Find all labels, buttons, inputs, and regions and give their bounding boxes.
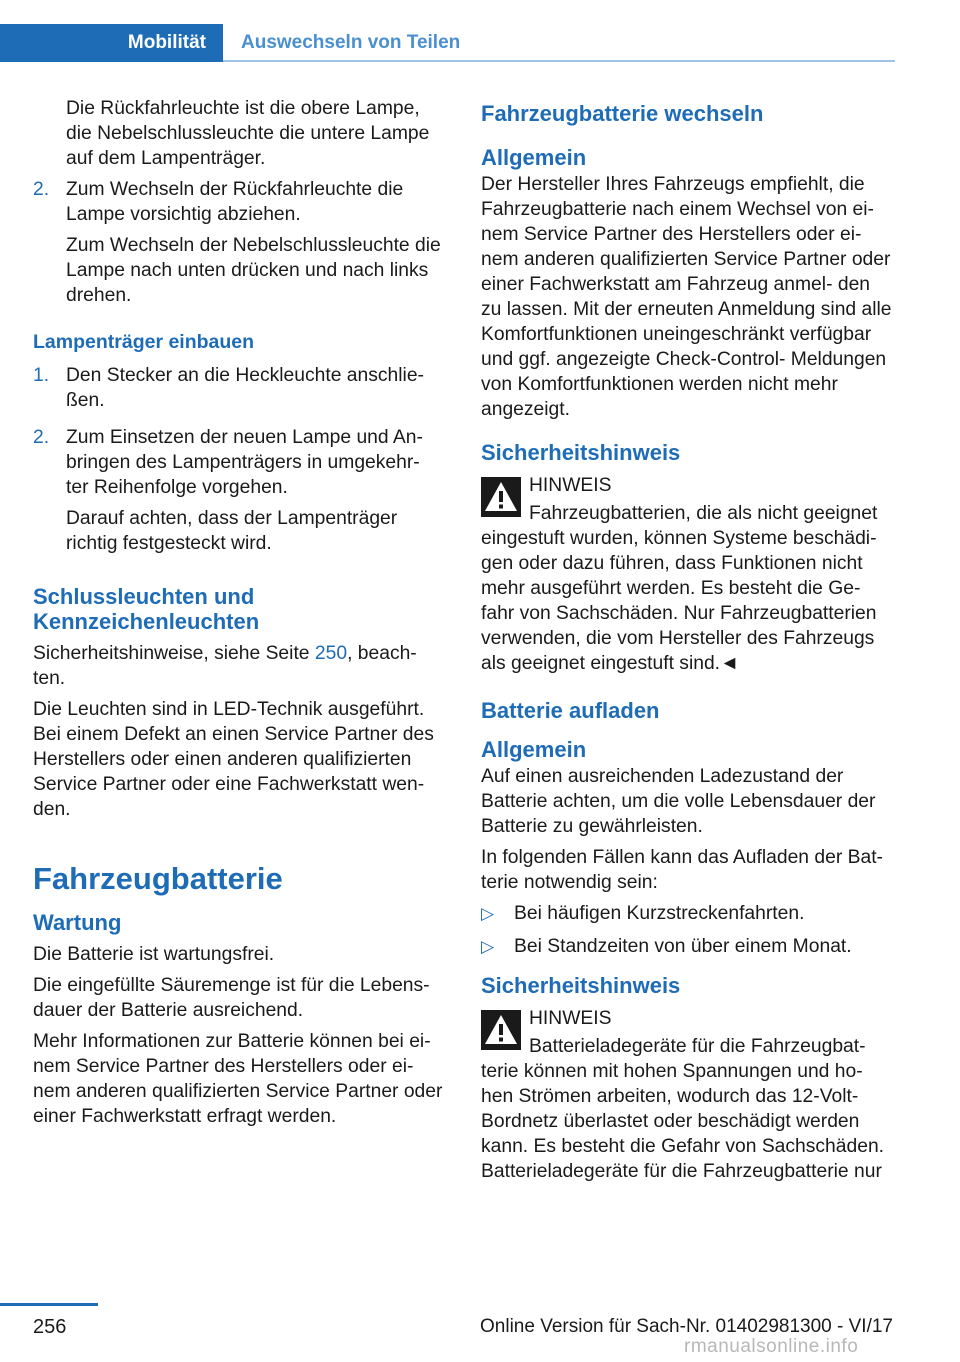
warning-notice-2 (481, 1006, 895, 1184)
step-number: 1. (33, 365, 50, 386)
install-step-1 (33, 363, 447, 419)
step-text: Zum Wechseln der Rückfahrleuchte die Lampe vorsichtig abziehen. (66, 179, 404, 225)
step-2 (33, 177, 447, 314)
lamp-install-heading: Lampenträger einbauen (33, 331, 255, 353)
battery-heading: Fahrzeugbatterie (33, 861, 283, 896)
safety-heading-2: Sicherheitshinweis (481, 973, 681, 998)
maintenance-text-2: Die eingefüllte Säuremenge ist für die Lebens‐ dauer der Batterie ausreichend. (33, 975, 430, 1021)
page-number: 256 (33, 1316, 67, 1338)
left-column (33, 96, 447, 1135)
right-column (481, 96, 895, 1190)
bullet-triangle-icon: ▷ (481, 904, 495, 923)
bullet-triangle-icon: ▷ (481, 937, 495, 956)
led-text: Die Leuchten sind in LED-Technik ausgeführt. Bei einem Defekt an einen Service Partner des Herstellers oder einen anderen qualifizierten Service Partner oder eine Fachwerkstatt wen‐ den. (33, 699, 434, 820)
intro-text: Die Rückfahrleuchte ist die obere Lampe, die Nebelschlussleuchte die untere Lampe auf dem Lampenträger. (66, 98, 430, 169)
list-item (481, 901, 895, 926)
maintenance-text-3: Mehr Informationen zur Batterie können bei ei‐ nem Service Partner des Herstellers oder ei‐ nem anderen qualifizierten Service Partner oder einer Fachwerkstatt erfragt werden. (33, 1031, 443, 1127)
warning-text: Fahrzeugbatterien, die als nicht geeignet eingestuft wurden, können Systeme beschädi‐ gen oder dazu führen, dass Funktionen nicht mehr ausgeführt werden. Es besteht die Ge‐ fahr von Sachschäden. Nur Fahrzeugbatterien verwenden, die vom Hersteller des Fahrzeugs als geeignet eingestuft sind.◄ (481, 503, 878, 674)
watermark: rmanualsonline.info (684, 1336, 859, 1357)
maintenance-heading: Wartung (33, 910, 122, 935)
warning-text: Batterieladegeräte für die Fahrzeugbat‐ terie können mit hohen Spannungen und ho‐ hen Strömen arbeiten, wodurch das 12-Volt- Bordnetz überlastet oder beschädigt werden kann. Es besteht die Gefahr von Sachschäden. Batterieladegeräte für die Fahrzeugbatterie nur (481, 1036, 885, 1182)
list-item-text: Bei häufigen Kurzstreckenfahrten. (514, 903, 805, 924)
tab-mobilitaet[interactable]: Mobilität (0, 24, 223, 62)
safety-heading: Sicherheitshinweis (481, 440, 681, 465)
step-number: 2. (33, 179, 50, 200)
maintenance-text-1: Die Batterie ist wartungsfrei. (33, 944, 275, 965)
online-version-text: Online Version für Sach-Nr. 01402981300 - VI/17 (480, 1316, 893, 1337)
general-text: Der Hersteller Ihres Fahrzeugs empfiehlt, die Fahrzeugbatterie nach einem Wechsel von ei‐ nem Service Partner des Herstellers oder ei‐ nem anderen qualifizierten Service Partner oder einer Fachwerkstatt am Fahrzeug anmel‐ den zu lassen. Mit der erneuten Anmeldung sind alle Komfortfunktionen uneingeschränkt verfügbar und ggf. angezeigte Check-Control- Meldungen von Komfortfunktionen werden nicht mehr angezeigt. (481, 174, 892, 420)
tail-lights-heading: Schlussleuchten und Kennzeichenleuchten (33, 584, 260, 634)
safety-reference: Sicherheitshinweise, siehe Seite 250, beach‐ ten. (33, 643, 417, 689)
warning-label: HINWEIS (529, 1008, 612, 1029)
warning-label: HINWEIS (529, 475, 612, 496)
install-step-2 (33, 425, 447, 562)
step-text: Zum Einsetzen der neuen Lampe und An‐ bringen des Lampenträgers in umgekehr‐ ter Reihenfolge vorgehen. (66, 427, 423, 498)
step-text: Den Stecker an die Heckleuchte anschlie‐ ßen. (66, 365, 424, 411)
general-heading-2: Allgemein (481, 737, 587, 762)
warning-triangle-icon (481, 1010, 529, 1054)
list-item-text: Bei Standzeiten von über einem Monat. (514, 936, 852, 957)
warning-triangle-icon (481, 477, 529, 521)
step-number: 2. (33, 427, 50, 448)
battery-change-heading: Fahrzeugbatterie wechseln (481, 101, 764, 126)
general-heading: Allgemein (481, 145, 587, 170)
charge-heading: Batterie aufladen (481, 698, 660, 723)
page-header (0, 0, 895, 62)
list-item (481, 934, 895, 959)
step-text: Zum Wechseln der Nebelschlussleuchte die Lampe nach unten drücken und nach links drehen. (66, 235, 441, 306)
tab-auswechseln-von-teilen[interactable]: Auswechseln von Teilen (241, 32, 461, 53)
step-text: Darauf achten, dass der Lampenträger richtig festgesteckt wird. (66, 508, 398, 554)
charge-text-1: Auf einen ausreichenden Ladezustand der Batterie achten, um die volle Lebensdauer der Batterie zu gewährleisten. (481, 766, 876, 837)
warning-notice-1 (481, 473, 895, 676)
charge-text-2: In folgenden Fällen kann das Aufladen der Bat‐ terie notwendig sein: (481, 847, 883, 893)
header-divider (223, 60, 895, 62)
page-link-250[interactable]: 250 (314, 643, 348, 664)
footer-divider (0, 1303, 98, 1306)
